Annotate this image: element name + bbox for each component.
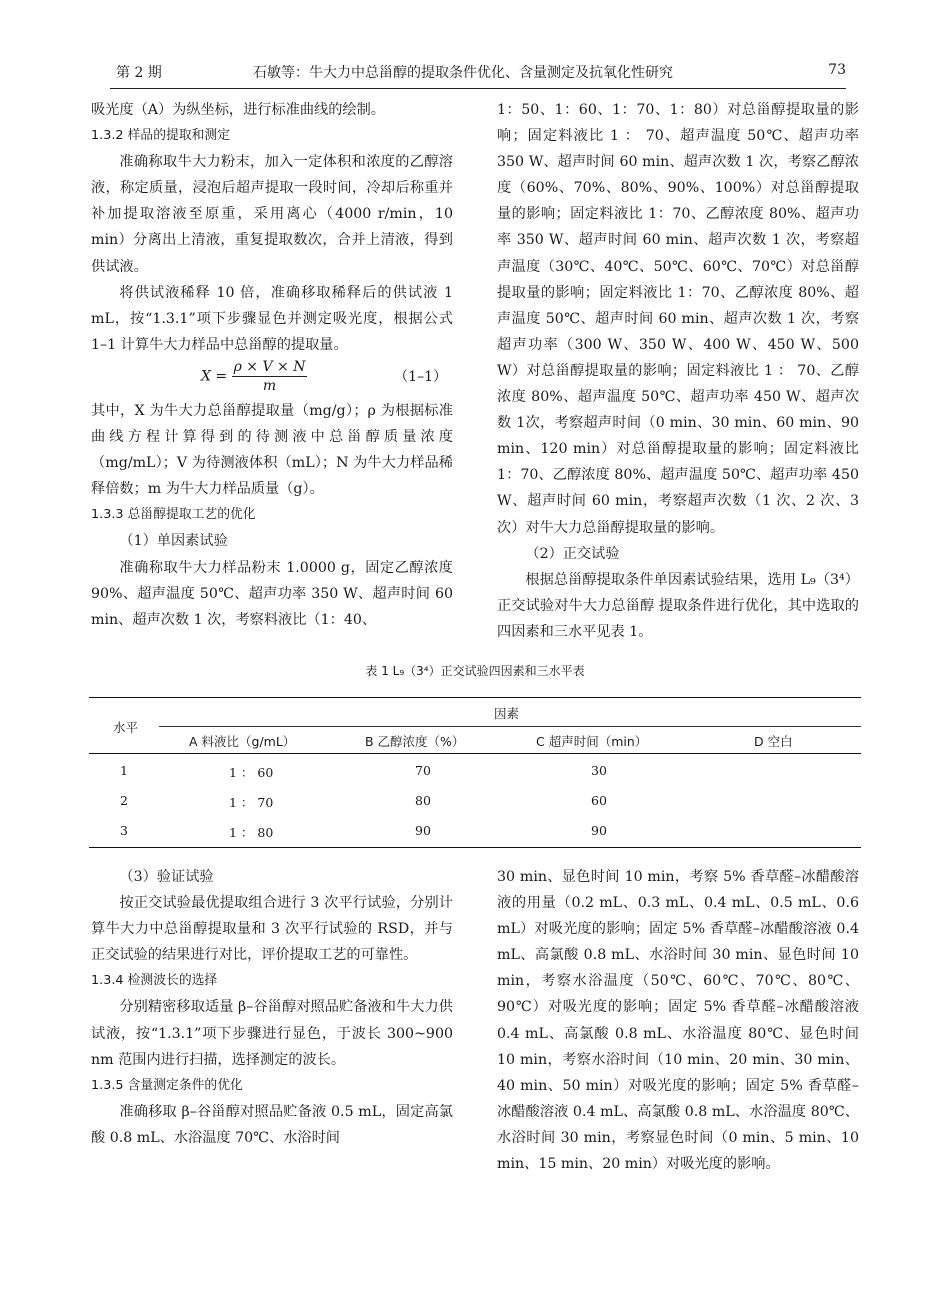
section-heading-1-3-4: 1.3.4 检测波长的选择 [91,973,218,989]
table-cell-a: 1 ： 60 [229,765,274,780]
paragraph: 分别精密移取适量 β–谷甾醇对照品贮备液和牛大力供试液，按“1.3.1”项下步骤进行显色，于波长 300~900 nm 范围内进行扫描，选择测定的波长。 [91,999,453,1068]
paragraph: 准确称取牛大力样品粉末 1.0000 g，固定乙醇浓度 90%、超声温度 50℃、超声功率 350 W、超声时间 60 min、超声次数 1 次，考察料液比（1：40、 [91,559,453,628]
formula-lhs: X = [201,368,228,385]
paragraph: 30 min、显色时间 10 min，考察 5% 香草醛–冰醋酸溶液的用量（0.2 mL、0.3 mL、0.4 mL、0.5 mL、0.6 mL）对吸光度的影响；固定 5% 香草醛–冰醋酸溶液 0.4 mL、高氯酸 0.8 mL、水浴时间 30 min、显色时间 10 min，考察水浴温度（50℃、60℃、70℃、80℃、90℃）对吸光度的影响；固定 5% 香草醛–冰醋酸溶液 0.4 mL、高氯酸 0.8 mL、水浴温度 80℃、显色时间 10 min，考察水浴时间（10 min、20 min、30 min、40 min、50 min）对吸光度的影响；固定 5% 香草醛–冰醋酸溶液 0.4 mL、高氯酸 0.8 mL、水浴温度 80℃、水浴时间 30 min，考察显色时间（0 min、5 min、10 min、15 min、20 min）对吸光度的影响。 [497,869,859,1173]
page-number: 73 [828,62,846,78]
paragraph: 1：50、1：60、1：70、1：80）对总甾醇提取量的影响；固定料液比 1 ： 70、超声温度 50℃、超声功率 350 W、超声时间 60 min、超声次数 1 次，考察乙醇浓度（60%、70%、80%、90%、100%）对总甾醇提取量的影响；固定料液比 1：70、乙醇浓度 80%、超声功率 350 W、超声时间 60 min、超声次数 1 次，考察超声温度（30℃、40℃、50℃、60℃、70℃）对总甾醇提取量的影响；固定料液比 1：70、乙醇浓度 80%、超声温度 50℃、超声时间 60 min、超声次数 1 次，考察超声功率（300 W、350 W、400 W、450 W、500 W）对总甾醇提取量的影响；固定料液比 1 ： 70、乙醇浓度 80%、超声温度 50℃、超声功率 450 W、超声次数 1次，考察超声时间（0 min、30 min、60 min、90 min、120 min）对总甾醇提取量的影响；固定料液比 1：70、乙醇浓度 80%、超声温度 50℃、超声功率 450 W、超声时间 60 min，考察超声次数（1 次、2 次、3 次）对牛大力总甾醇提取量的影响。 [497,102,859,536]
right-column-bottom [497,864,859,1177]
table-cell-b: 80 [415,793,431,808]
column-header-d: D 空白 [754,734,793,749]
running-header [110,62,846,89]
section-heading-1-3-2: 1.3.2 样品的提取和测定 [91,128,231,144]
running-title: 石敏等：牛大力中总甾醇的提取条件优化、含量测定及抗氧化性研究 [253,65,673,81]
table-caption: 表 1 L₉（3⁴）正交试验四因素和三水平表 [365,664,585,678]
left-column-top [91,97,453,633]
paragraph: 按正交试验最优提取组合进行 3 次平行试验，分别计算牛大力中总甾醇提取量和 3 次平行试验的 RSD，并与正交试验的结果进行对比，评价提取工艺的可靠性。 [91,895,453,964]
table-cell-b: 70 [415,763,431,778]
column-header-b: B 乙醇浓度（%） [365,734,465,749]
table-cell-c: 60 [591,793,607,808]
table-header-rule [89,753,861,754]
table-factor-rule [159,726,861,727]
formula-1-1 [91,358,453,398]
table-cell-level: 1 [120,763,128,778]
section-heading-1-3-3: 1.3.3 总甾醇提取工艺的优化 [91,507,256,523]
table-top-rule [89,697,861,698]
paragraph: 根据总甾醇提取条件单因素试验结果，选用 L₉（3⁴）正交试验对牛大力总甾醇 提取条件进行优化，其中选取的四因素和三水平见表 1。 [497,571,859,640]
formula-denominator: m [262,377,277,394]
paragraph: 其中，X 为牛大力总甾醇提取量（mg/g）；ρ 为根据标准曲线方程计算得到的待测液中总甾醇质量浓度（mg/mL）；V 为待测液体积（mL）；N 为牛大力样品稀释倍数；m 为牛大力样品质量（g）。 [91,402,453,498]
table-cell-a: 1 ： 70 [229,795,274,810]
paragraph: 吸光度（A）为纵坐标，进行标准曲线的绘制。 [91,102,385,118]
table-cell-level: 3 [120,823,128,838]
formula-numerator: ρ × V × N [233,358,306,375]
column-header-c: C 超声时间（min） [536,734,648,749]
subheading: （3）验证试验 [119,869,214,885]
table-bottom-rule [89,847,861,848]
table-cell-a: 1 ： 80 [229,825,274,840]
subheading: （2）正交试验 [525,545,620,562]
paragraph: 准确称取牛大力粉末，加入一定体积和浓度的乙醇溶液，称定质量，浸泡后超声提取一段时间，冷却后称重并补加提取溶液至原重，采用离心（4000 r/min，10 min）分离出上清液，重复提取数次，合并上清液，得到供试液。 [91,154,453,275]
factor-header: 因素 [494,706,520,721]
table-cell-b: 90 [415,823,431,838]
formula-number: （1–1） [394,368,447,385]
level-header: 水平 [113,720,139,735]
issue-number: 第 2 期 [116,65,162,81]
right-column-top [497,97,859,645]
paragraph: 将供试液稀释 10 倍，准确移取稀释后的供试液 1 mL，按“1.3.1”项下步骤显色并测定吸光度，根据公式 1–1 计算牛大力样品中总甾醇的提取量。 [91,284,453,353]
formula-expression [201,358,307,395]
table-cell-c: 30 [591,763,607,778]
table-cell-level: 2 [120,793,128,808]
section-heading-1-3-5: 1.3.5 含量测定条件的优化 [91,1077,243,1093]
left-column-bottom [91,864,453,1151]
subheading: （1）单因素试验 [119,533,228,550]
paragraph: 准确移取 β–谷甾醇对照品贮备液 0.5 mL，固定高氯酸 0.8 mL、水浴温度 70℃、水浴时间 [91,1103,453,1146]
column-header-a: A 料液比（g/mL） [189,734,296,749]
table-cell-c: 90 [591,823,607,838]
formula-fraction [232,358,308,395]
orthogonal-table [89,697,861,848]
